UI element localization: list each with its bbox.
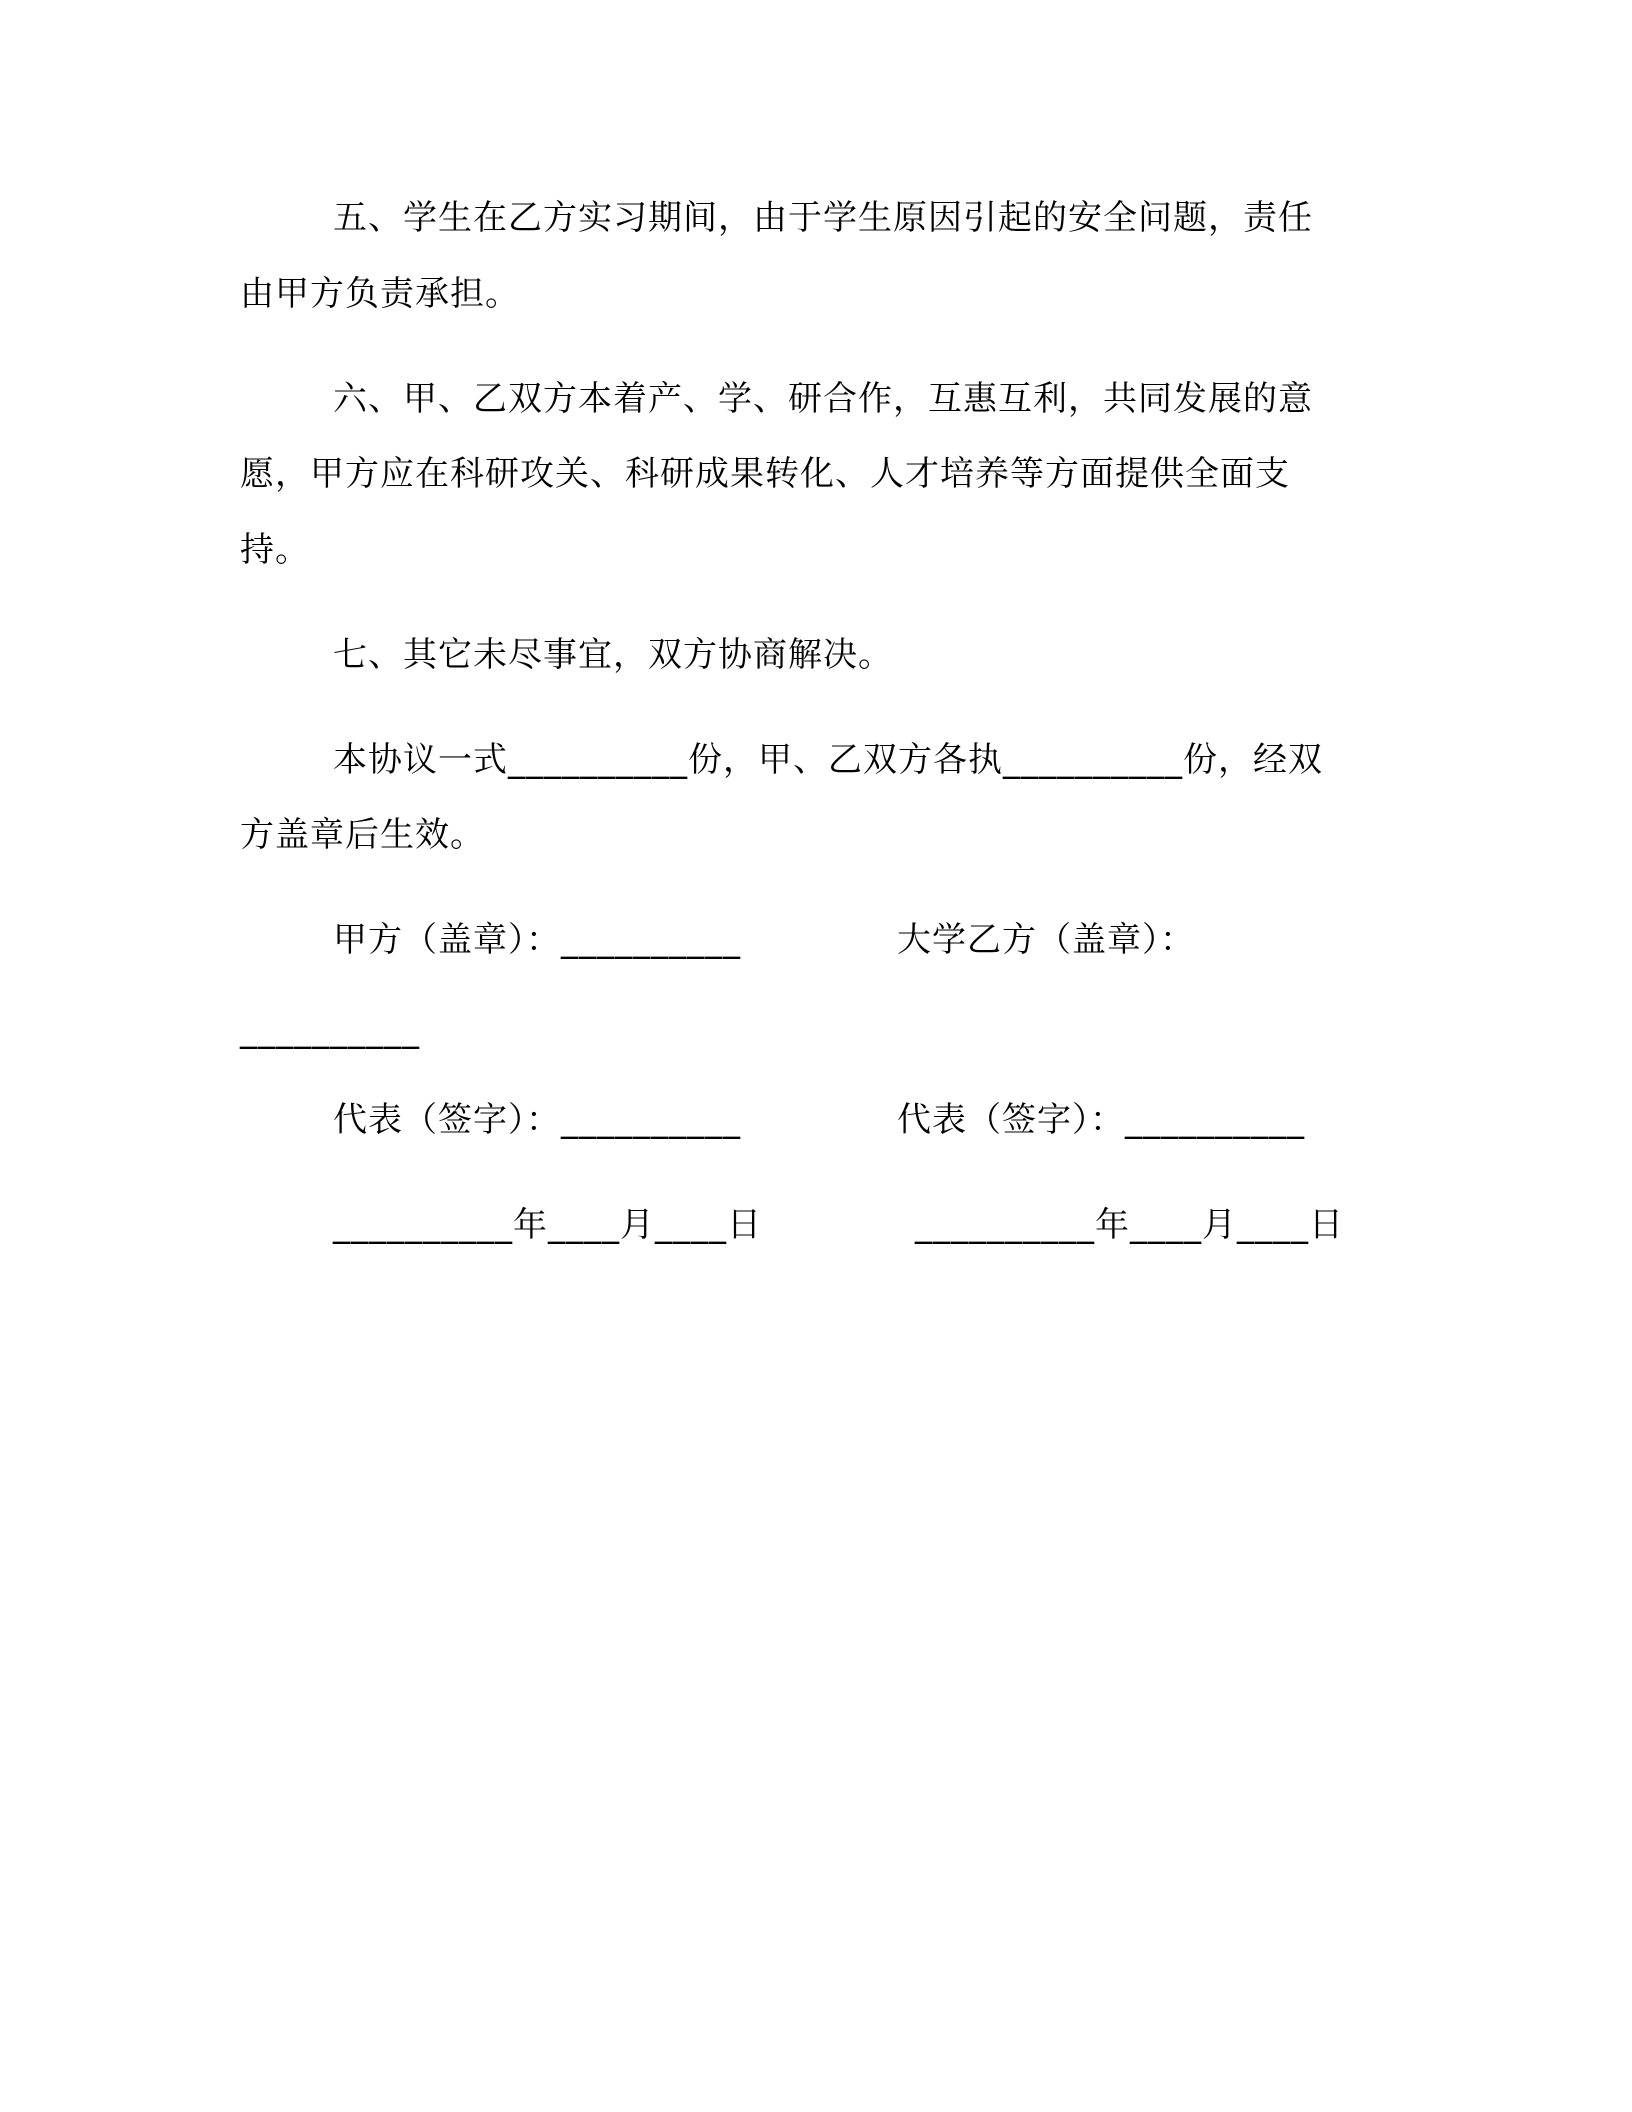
copies-line-1: 本协议一式__________份，甲、乙双方各执__________份，经双 <box>333 740 1323 780</box>
party-b-rep-field: 代表（签字）：__________ <box>897 1100 1305 1140</box>
clause-5-line-2: 由甲方负责承担。 <box>240 274 520 314</box>
party-b-date-field: __________年____月____日 <box>915 1205 1344 1245</box>
party-a-date-field: __________年____月____日 <box>333 1205 762 1245</box>
party-a-seal-field: 甲方（盖章）：__________ <box>333 920 741 960</box>
party-b-seal-blank: __________ <box>240 1010 420 1050</box>
party-b-seal-label: 大学乙方（盖章）： <box>897 920 1195 960</box>
clause-7-line-1: 七、其它未尽事宜，双方协商解决。 <box>333 635 893 675</box>
clause-6-line-2: 愿，甲方应在科研攻关、科研成果转化、人才培养等方面提供全面支 <box>240 454 1290 494</box>
clause-6-line-1: 六、甲、乙双方本着产、学、研合作，互惠互利，共同发展的意 <box>333 379 1313 419</box>
copies-line-2: 方盖章后生效。 <box>240 815 485 855</box>
clause-5-line-1: 五、学生在乙方实习期间，由于学生原因引起的安全问题，责任 <box>333 198 1313 238</box>
party-a-rep-field: 代表（签字）：__________ <box>333 1100 741 1140</box>
clause-6-line-3: 持。 <box>240 530 310 570</box>
